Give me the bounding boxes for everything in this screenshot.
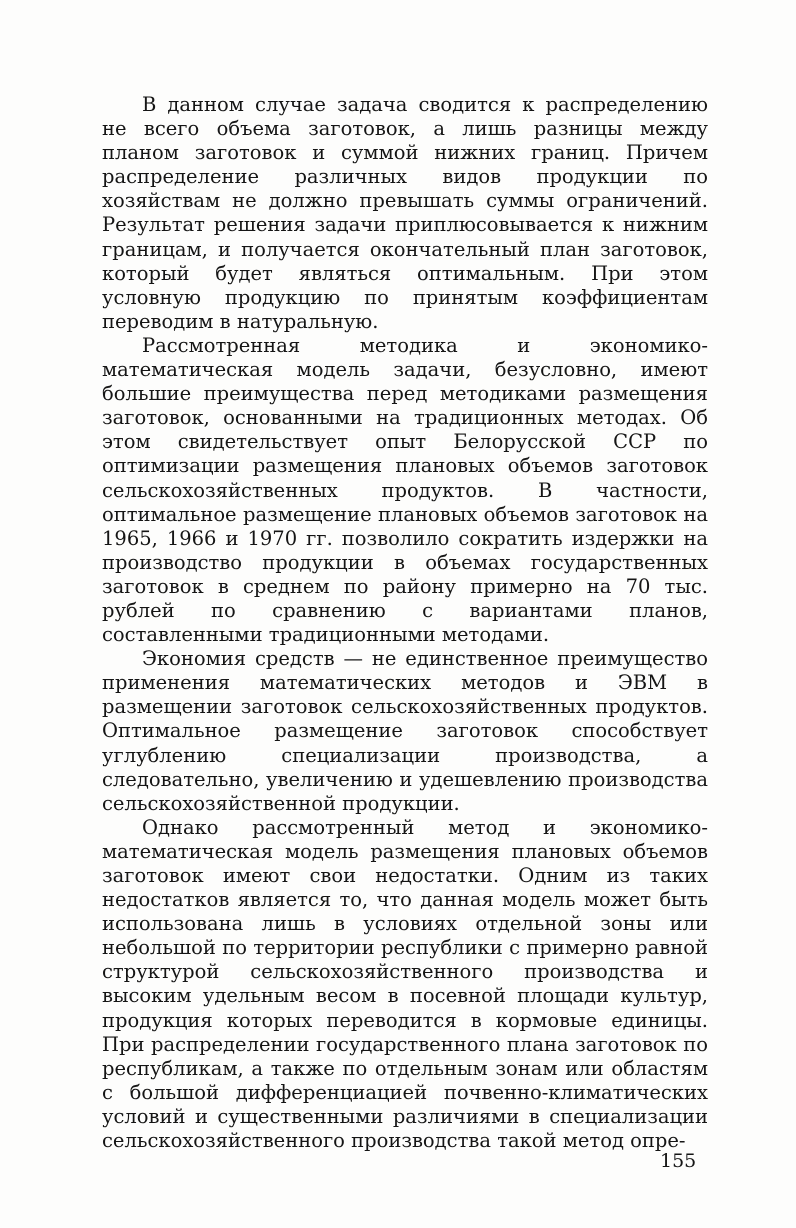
paragraph-2: Рассмотренная методика и экономико-математическая модель задачи, безусловно, имеют большие преимущества перед методиками размещения заготовок, основанными на традиционных методах. Об этом свидетельствует опыт Белорусской ССР по оптимизации размещения плановых объемов заготовок сельскохозяйственных продуктов. В частности, оптимальное размещение плановых объемов заготовок на 1965, 1966 и 1970 гг. позволило сократить издержки на производство продукции в объемах государственных заготовок в среднем по району примерно на 70 тыс. рублей по сравнению с вариантами планов, составленными традиционными методами. <box>102 333 708 647</box>
page-number: 155 <box>660 1150 697 1172</box>
paragraph-3: Экономия средств — не единственное преимущество применения математических методов и ЭВМ в размещении заготовок сельскохозяйственных продуктов. Оптимальное размещение заготовок способствует углублению специализации производства, а следовательно, увеличению и удешевлению производства сельскохозяйственной продукции. <box>102 647 708 815</box>
body-text <box>102 93 708 1153</box>
paragraph-1: В данном случае задача сводится к распределению не всего объема заготовок, а лишь разницы между планом заготовок и суммой нижних границ. Причем распределение различных видов продукции по хозяйствам не должно превышать суммы ограничений. Результат решения задачи приплюсовывается к нижним границам, и получается окончательный план заготовок, который будет являться оптимальным. При этом условную продукцию по принятым коэффициентам переводим в натуральную. <box>102 93 708 333</box>
paragraph-4: Однако рассмотренный метод и экономико-математическая модель размещения плановых объемов заготовок имеют свои недостатки. Одним из таких недостатков является то, что данная модель может быть использована лишь в условиях отдельной зоны или небольшой по территории республики с примерно равной структурой сельскохозяйственного производства и высоким удельным весом в посевной площади культур, продукция которых переводится в кормовые единицы. При распределении государственного плана заготовок по республикам, а также по отдельным зонам или областям с большой дифференциацией почвенно-климатических условий и существенными различиями в специализации сельскохозяйственного производства такой метод опре- <box>102 815 708 1153</box>
